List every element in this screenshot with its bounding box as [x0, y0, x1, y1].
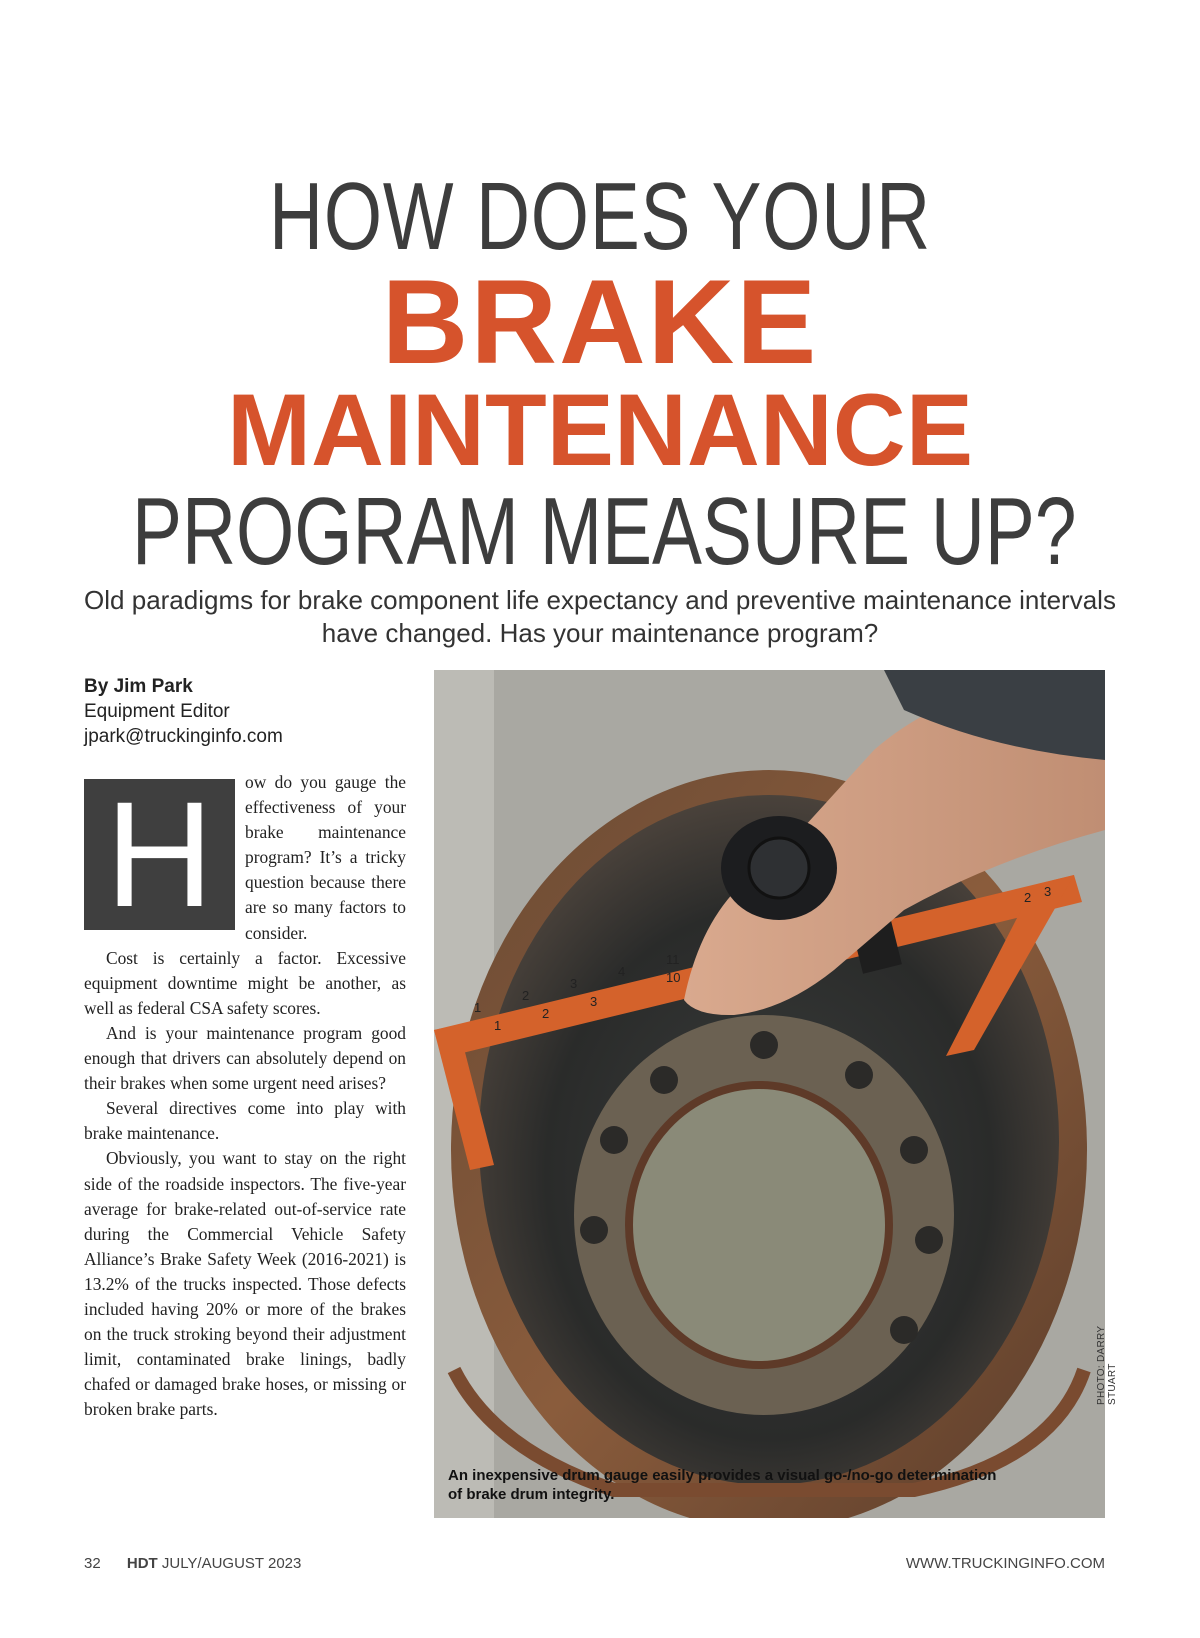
gauge-number: 1 [494, 1018, 502, 1033]
page-number: 32 [84, 1555, 101, 1572]
website-url: WWW.TRUCKINGINFO.COM [905, 1555, 1105, 1572]
bolt-hole [650, 1066, 678, 1094]
byline-author: By Jim Park [84, 676, 193, 697]
page-footer [84, 1555, 1105, 1572]
byline-email: jpark@truckinginfo.com [84, 726, 283, 747]
photo-credit: PHOTO: DARRY STUART [1096, 1325, 1118, 1405]
bolt-hole [600, 1126, 628, 1154]
bolt-hole [580, 1216, 608, 1244]
gauge-number: 11 [666, 952, 680, 967]
deck-subheadline: Old paradigms for brake component life expectancy and preventive maintenance intervals have changed. Has your maintenance program? [84, 585, 1116, 648]
article-paragraph: And is your maintenance program good enough that drivers can absolutely depend on their brakes when some urgent need arises? [84, 1022, 406, 1094]
brake-drum-illustration [434, 670, 1105, 1518]
gauge-number: 4 [618, 964, 626, 979]
byline-title: Equipment Editor [84, 701, 230, 722]
headline-line-3: MAINTENANCE [226, 373, 974, 487]
article-paragraph: Cost is certainly a factor. Excessive equipment downtime might be another, as well as federal CSA safety scores. [84, 947, 406, 1018]
article-photo [434, 670, 1105, 1518]
headline-line-4: PROGRAM MEASURE UP? [132, 478, 1077, 585]
drop-cap-wrap [245, 770, 406, 946]
headline-line-2: BRAKE [381, 255, 819, 389]
gauge-number: 2 [522, 988, 530, 1003]
watch-face [749, 838, 809, 898]
bolt-hole [915, 1226, 943, 1254]
gauge-number: 3 [570, 976, 578, 991]
gauge-number: 3 [590, 994, 598, 1009]
article-paragraph: Obviously, you want to stay on the right side of the roadside inspectors. The five-year average for brake-related out-of-service rate during the Commercial Vehicle Safety Alliance’s Brake Safety Week (2016-2021) is 13.2% of the trucks inspected. Those defects included having 20% or more of the brakes on the truck stroking beyond their adjustment limit, contaminated brake linings, badly chafed or damaged brake hoses, or missing or broken brake parts. [84, 1148, 406, 1420]
gauge-number: 2 [542, 1006, 550, 1021]
bolt-hole [890, 1316, 918, 1344]
gauge-number: 10 [666, 970, 681, 985]
photo-caption: An inexpensive drum gauge easily provides a visual go-/no-go determination of brake drum integrity. [448, 1467, 997, 1503]
article-lead: ow do you gauge the effectiveness of your brake maintenance program? It’s a tricky question because there are so many factors to consider. [245, 772, 406, 943]
article-column [84, 770, 406, 1422]
gauge-number: 1 [474, 1000, 482, 1015]
bolt-hole [750, 1031, 778, 1059]
issue-date: JULY/AUGUST 2023 [161, 1555, 302, 1572]
gauge-number: 3 [1044, 884, 1052, 899]
headline-line-1: HOW DOES YOUR [269, 163, 931, 270]
byline [84, 674, 283, 749]
article-paragraph: Several directives come into play with brake maintenance. [84, 1098, 406, 1144]
bolt-hole [900, 1136, 928, 1164]
bolt-hole [845, 1061, 873, 1089]
gauge-number: 2 [1024, 890, 1032, 905]
magazine-name: HDT [126, 1555, 158, 1572]
drop-cap: H [84, 779, 235, 930]
